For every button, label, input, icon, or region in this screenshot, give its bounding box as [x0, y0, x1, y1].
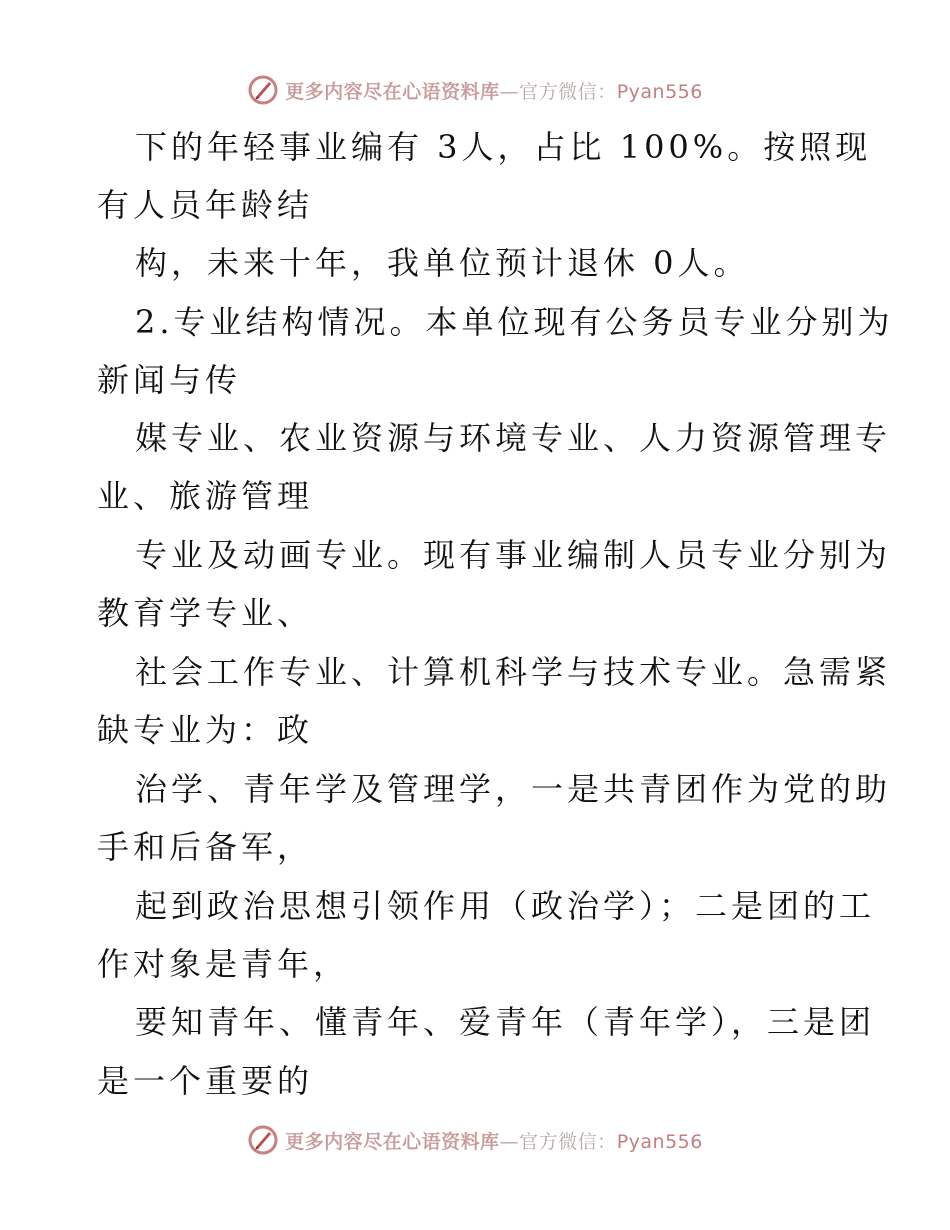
text-line: 作对象是青年， — [97, 945, 350, 983]
quill-logo-icon — [247, 1124, 279, 1156]
header-watermark — [0, 70, 950, 110]
text-line: 起到政治思想引领作用（政治学）；二是团的工 — [135, 887, 876, 925]
text-line: 专业及动画专业。现有事业编制人员专业分别为 — [135, 536, 892, 574]
footer-watermark — [0, 1120, 950, 1160]
watermark-text: 更多内容尽在心语资料库—官方微信：Pyan556 — [285, 1130, 703, 1153]
text-line: 新闻与传 — [97, 361, 242, 399]
text-line: 治学、青年学及管理学，一是共青团作为党的助 — [135, 770, 892, 808]
text-line: 下的年轻事业编有 3人，占比 100%。按照现 — [135, 128, 872, 166]
text-line: 2.专业结构情况。本单位现有公务员专业分别为 — [135, 303, 894, 341]
text-line: 是一个重要的 — [97, 1062, 314, 1100]
text-line: 构，未来十年，我单位预计退休 0人。 — [135, 244, 750, 282]
text-line: 要知青年、懂青年、爱青年（青年学），三是团 — [135, 1003, 876, 1041]
text-line: 媒专业、农业资源与环境专业、人力资源管理专 — [135, 419, 892, 457]
watermark-text: 更多内容尽在心语资料库—官方微信：Pyan556 — [285, 80, 703, 103]
quill-logo-icon — [247, 74, 279, 106]
text-line: 缺专业为：政 — [97, 711, 314, 749]
text-line: 社会工作专业、计算机科学与技术专业。急需紧 — [135, 653, 892, 691]
text-line: 业、旅游管理 — [97, 477, 314, 515]
text-line: 教育学专业、 — [97, 594, 314, 632]
text-line: 有人员年龄结 — [97, 186, 314, 224]
text-line: 手和后备军， — [97, 828, 314, 866]
